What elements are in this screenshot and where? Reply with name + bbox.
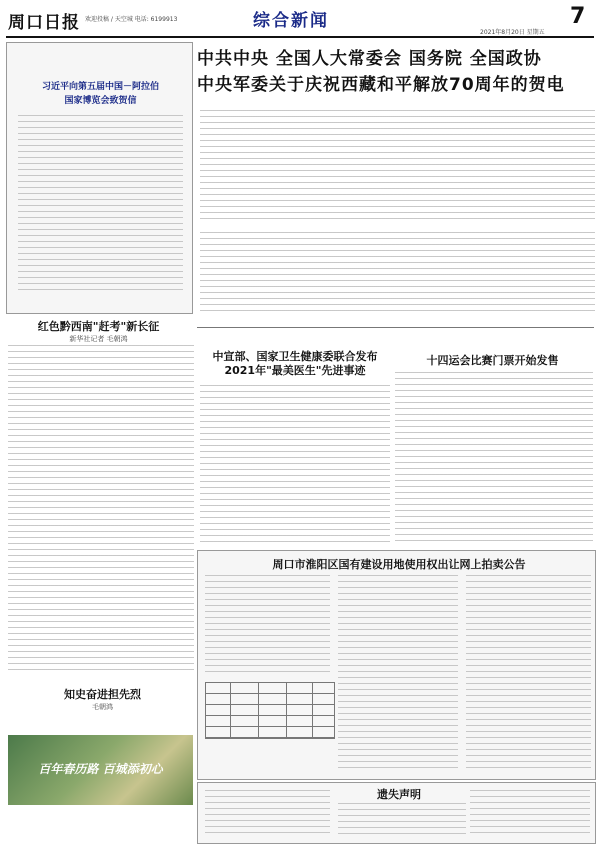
masthead-info: 欢迎投稿 / 天空城 电话: 6199913 <box>85 16 178 23</box>
section-title: 综合新闻 <box>253 11 329 31</box>
doctors-headline-line1: 中宣部、国家卫生健康委联合发布 <box>212 350 378 363</box>
doctors-body <box>200 385 390 545</box>
main-headline <box>197 40 594 106</box>
xi-sidebar-title <box>18 80 183 108</box>
date-line: 2021年8月20日 星期五 <box>480 29 545 36</box>
masthead-rule <box>6 36 594 38</box>
knowledge-headline: 知史奋进担先烈 <box>64 688 141 701</box>
page-number: 7 <box>570 4 586 29</box>
lost-notice-body-2 <box>338 803 466 835</box>
main-headline-line2: 中央军委关于庆祝西藏和平解放70周年的贺电 <box>197 75 565 95</box>
xi-sidebar-body <box>18 115 183 295</box>
red-army-byline: 新华社记者 毛朝鸿 <box>69 335 128 343</box>
lost-notice-body-1 <box>205 790 330 835</box>
xi-title-line2: 国家博览会致贺信 <box>64 96 137 106</box>
auction-notice-title: 周口市淮阳区国有建设用地使用权出让网上拍卖公告 <box>272 558 526 571</box>
games-headline: 十四运会比赛门票开始发售 <box>426 354 559 367</box>
knowledge-byline: 毛朝鸿 <box>92 703 113 711</box>
auction-table <box>205 682 335 739</box>
auction-notice-body-2 <box>338 575 458 770</box>
main-headline-line1: 中共中央 全国人大常委会 国务院 全国政协 <box>197 49 542 69</box>
mid-divider <box>197 327 594 328</box>
auction-notice-body-1 <box>205 575 330 675</box>
doctors-headline-line2: 2021年"最美医生"先进事迹 <box>224 364 366 377</box>
red-army-body <box>8 345 194 675</box>
field-photo-caption: 百年春历路 百城添初心 <box>38 762 163 776</box>
games-body <box>395 372 593 545</box>
main-article-body-bottom <box>200 232 595 312</box>
doctors-headline <box>200 350 390 378</box>
lost-notice-body-3 <box>470 790 590 835</box>
main-article-body-top <box>200 110 595 222</box>
xi-title-line1: 习近平向第五届中国－阿拉伯 <box>41 82 159 92</box>
auction-notice-body-3 <box>466 575 591 770</box>
red-army-headline: 红色黔西南"赶考"新长征 <box>37 320 160 333</box>
lost-notice-title: 遗失声明 <box>377 788 421 801</box>
newspaper-logo: 周口日报 <box>8 13 80 33</box>
